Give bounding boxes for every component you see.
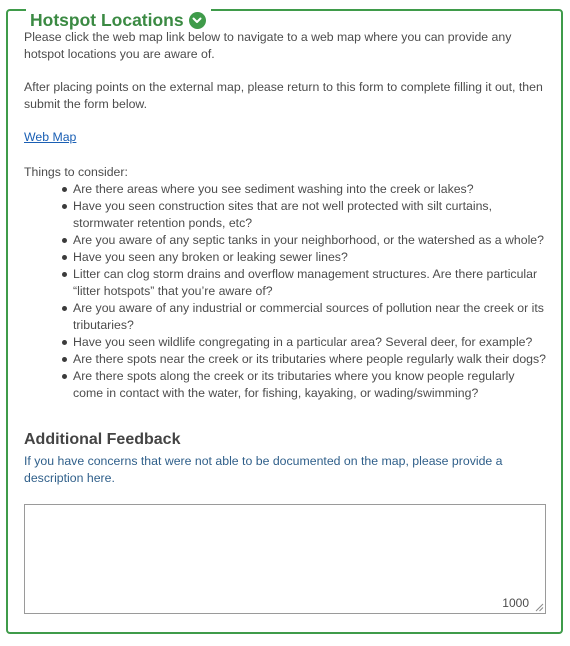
consider-list (24, 181, 546, 402)
web-map-link[interactable]: Web Map (24, 130, 77, 144)
consider-heading: Things to consider: (24, 165, 128, 179)
feedback-textarea-box (24, 504, 546, 614)
additional-feedback-title: Additional Feedback (24, 431, 181, 448)
list-item: Are there spots near the creek or its tributaries where people regularly walk their dogs? (62, 351, 546, 368)
char-counter: 1000 (502, 596, 529, 610)
list-item: Are you aware of any industrial or commercial sources of pollution near the creek or its tributaries? (62, 300, 546, 334)
instructions-paragraph: After placing points on the external map, please return to this form to complete filling it out, then submit the form below. (24, 80, 543, 111)
section-content (24, 29, 546, 402)
group-title: Hotspot Locations (30, 10, 184, 30)
intro-paragraph: Please click the web map link below to navigate to a web map where you can provide any hotspot locations you are aware of. (24, 30, 512, 61)
list-item: Litter can clog storm drains and overflow management structures. Are there particular “litter hotspots” that you’re aware of? (62, 266, 546, 300)
list-item: Are there areas where you see sediment washing into the creek or lakes? (62, 181, 546, 198)
additional-feedback-description: If you have concerns that were not able to be documented on the map, please provide a description here. (24, 454, 503, 485)
list-item: Are you aware of any septic tanks in your neighborhood, or the watershed as a whole? (62, 232, 546, 249)
chevron-down-icon (192, 17, 202, 24)
list-item: Have you seen construction sites that are not well protected with silt curtains, stormwater retention ponds, etc? (62, 198, 546, 232)
web-map-link-row (24, 129, 546, 146)
list-item: Are there spots along the creek or its tributaries where you know people regularly come in contact with the water, for fishing, kayaking, or wading/swimming? (62, 368, 546, 402)
collapse-toggle-button[interactable] (189, 12, 206, 29)
list-item: Have you seen wildlife congregating in a particular area? Several deer, for example? (62, 334, 546, 351)
resize-handle-icon[interactable] (534, 602, 544, 612)
feedback-textarea[interactable] (25, 505, 545, 613)
list-item: Have you seen any broken or leaking sewer lines? (62, 249, 546, 266)
group-legend (26, 9, 211, 31)
